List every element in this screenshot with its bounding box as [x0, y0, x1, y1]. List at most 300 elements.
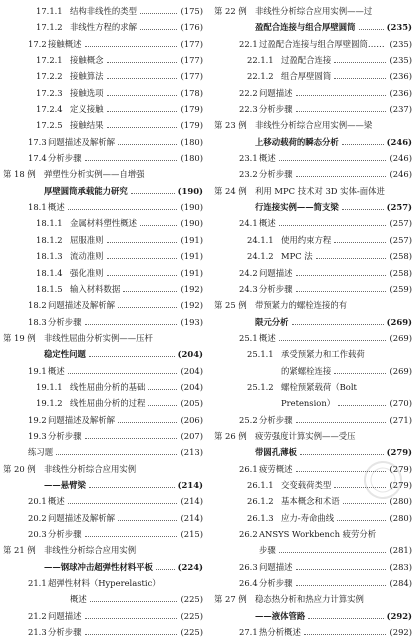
toc-entry — [0, 493, 203, 509]
toc-leader-dots — [107, 62, 177, 63]
toc-entry-title: 金属材料塑性概述 — [70, 218, 137, 229]
toc-entry-page: (258) — [389, 267, 412, 278]
toc-entry — [0, 428, 203, 444]
toc-leader-dots — [334, 373, 386, 374]
toc-entry — [0, 510, 203, 526]
toc-entry — [211, 117, 412, 133]
toc-entry-page: (225) — [180, 610, 203, 621]
toc-entry-number: 24.1.1 — [247, 234, 274, 245]
toc-entry-page: (269) — [389, 332, 412, 343]
toc-entry-title: 弹塑性分析实例——自增强 — [44, 169, 145, 180]
toc-entry-number: 26.3 — [239, 561, 258, 572]
toc-entry-number: 26.1.2 — [247, 496, 274, 507]
toc-entry-page: (177) — [180, 38, 203, 49]
toc-entry-page: (235) — [389, 38, 412, 49]
toc-entry — [211, 395, 412, 411]
toc-entry-title: 非线性分析综合应用实例——过 — [255, 6, 373, 16]
toc-entry-page: (204) — [180, 381, 203, 392]
toc-entry-number: 18.1.3 — [36, 251, 63, 262]
toc-entry-title: 概述 — [259, 332, 276, 343]
toc-leader-dots — [279, 160, 386, 161]
toc-entry — [0, 542, 203, 558]
toc-entry — [0, 559, 203, 575]
toc-entry-title: 问题描述 — [259, 87, 293, 98]
toc-entry-number: 26.1.3 — [247, 512, 274, 523]
toc-entry-page: (191) — [180, 234, 203, 245]
toc-entry-title: Pretension） — [281, 398, 336, 409]
toc-entry-page: (192) — [180, 300, 203, 311]
toc-entry-number: 17.1.2 — [36, 22, 63, 33]
toc-entry-title: 分析步骤 — [48, 529, 82, 539]
toc-entry-page: (190) — [177, 185, 203, 196]
toc-entry-title: 基本概念和术语 — [281, 496, 340, 507]
toc-entry-title: 问题描述 — [259, 561, 293, 572]
toc-entry-title: 组合厚壁圆筒 — [281, 71, 332, 82]
toc-leader-dots — [279, 552, 386, 553]
toc-entry-page: (235) — [389, 55, 412, 66]
toc-entry — [211, 526, 412, 542]
toc-entry-title: 概述 — [48, 202, 65, 213]
toc-entry-page: (269) — [389, 365, 412, 376]
toc-entry-number: 17.1.1 — [36, 6, 63, 16]
toc-leader-dots — [334, 62, 386, 63]
toc-entry-number: 20.1 — [28, 496, 47, 507]
toc-entry — [211, 346, 412, 362]
toc-entry — [0, 232, 203, 248]
toc-entry-page: (193) — [180, 316, 203, 327]
toc-entry-page: (246) — [386, 136, 412, 147]
toc-entry-number: 18.1.2 — [36, 234, 63, 245]
toc-leader-dots — [342, 209, 384, 210]
toc-entry — [0, 3, 203, 19]
toc-leader-dots — [308, 618, 384, 619]
toc-entry — [211, 281, 412, 297]
toc-entry — [0, 477, 203, 493]
toc-entry-number: 18.1 — [28, 202, 47, 213]
toc-entry-title: 盈配合连接与组合厚壁圆筒 — [255, 22, 356, 33]
toc-entry — [0, 444, 203, 460]
toc-entry-page: (191) — [180, 267, 203, 278]
toc-entry — [211, 166, 412, 182]
toc-entry-page: (246) — [389, 169, 412, 180]
toc-entry-page: (271) — [389, 414, 412, 425]
toc-entry-page: (292) — [386, 610, 412, 621]
toc-entry-title: 疲劳概述 — [259, 463, 293, 474]
toc-entry — [211, 36, 412, 52]
toc-entry-page: (257) — [389, 218, 412, 229]
toc-entry-page: (177) — [180, 55, 203, 66]
toc-entry-title: 概述 — [259, 153, 276, 164]
toc-entry-page: (179) — [180, 104, 203, 115]
toc-entry — [211, 591, 412, 607]
toc-entry — [211, 101, 412, 117]
toc-entry-page: (204) — [177, 349, 203, 360]
toc-entry — [0, 461, 203, 477]
toc-entry-number: 26.1.1 — [247, 479, 274, 490]
toc-entry-page: (192) — [180, 283, 203, 294]
toc-entry-title: 厚壁圆筒承载能力研究 — [44, 185, 128, 196]
toc-entry-number: 24.3 — [239, 283, 258, 294]
toc-entry — [211, 314, 412, 330]
toc-entry-title: 超弹性材料（Hyperelastic） — [48, 578, 161, 589]
toc-entry-title: 热分析概述 — [259, 627, 301, 638]
toc-entry-number: 19.3 — [28, 430, 47, 441]
toc-entry-number: 19.1.2 — [36, 398, 63, 409]
toc-entry-title: 分析步骤 — [48, 430, 82, 441]
toc-leader-dots — [90, 601, 177, 602]
toc-entry-page: (280) — [389, 512, 412, 523]
toc-entry — [0, 346, 203, 362]
toc-entry — [211, 19, 412, 35]
toc-leader-dots — [296, 422, 386, 423]
toc-entry — [211, 379, 412, 395]
toc-entry-title: 线性屈曲分析的基础 — [70, 381, 146, 392]
toc-entry-title: 分析步骤 — [259, 104, 293, 115]
toc-entry-number: 17.2 — [28, 38, 47, 49]
toc-entry — [0, 199, 203, 215]
toc-entry-page: (246) — [389, 153, 412, 164]
toc-entry-title: ——钢球冲击超弹性材料平板 — [44, 561, 153, 572]
toc-entry-title: 稳定性问题 — [44, 349, 86, 360]
toc-entry — [0, 85, 203, 101]
toc-entry-page: (205) — [180, 398, 203, 409]
toc-entry-title: 限元分析 — [255, 316, 289, 327]
toc-leader-dots — [85, 536, 177, 537]
toc-entry-number: 17.2.4 — [36, 104, 63, 115]
toc-entry-page: (175) — [180, 6, 203, 16]
toc-entry-title: 线性屈曲分析的过程 — [70, 398, 146, 409]
toc-entry-page: (191) — [180, 251, 203, 262]
toc-entry — [211, 608, 412, 624]
toc-entry — [211, 85, 412, 101]
toc-entry-title: 接触概念 — [70, 55, 104, 66]
toc-entry-page: (279) — [389, 463, 412, 474]
toc-entry-title: 步骤 — [259, 545, 276, 556]
toc-entry — [211, 542, 412, 558]
toc-entry — [211, 330, 412, 346]
toc-leader-dots — [296, 95, 386, 96]
toc-entry-title: 问题描述及解析解 — [48, 300, 115, 311]
toc-entry-title: 交变载荷类型 — [281, 479, 332, 490]
toc-entry-number: 第 18 例 — [3, 169, 36, 180]
toc-entry-title: 行连接实例——简支梁 — [255, 202, 339, 213]
toc-leader-dots — [156, 569, 175, 570]
toc-entry-title: 分析步骤 — [259, 578, 293, 589]
toc-entry-number: 22.1.1 — [247, 55, 274, 66]
toc-entry-title: ——悬臂梁 — [44, 479, 86, 490]
toc-entry-title: 接触概述 — [48, 38, 82, 49]
toc-entry-page: (215) — [180, 529, 203, 539]
toc-leader-dots — [337, 520, 386, 521]
toc-entry — [211, 199, 412, 215]
toc-entry — [0, 591, 203, 607]
toc-entry — [0, 150, 203, 166]
toc-entry-page: (236) — [389, 71, 412, 82]
toc-entry — [211, 68, 412, 84]
toc-entry-page: (279) — [389, 479, 412, 490]
toc-entry-number: 18.3 — [28, 316, 47, 327]
toc-entry-number: 第 24 例 — [214, 185, 247, 196]
toc-entry-number: 25.1 — [239, 332, 258, 343]
toc-entry — [211, 559, 412, 575]
toc-leader-dots — [148, 389, 177, 390]
toc-entry-title: 强化准则 — [70, 267, 104, 278]
toc-entry — [211, 183, 412, 199]
toc-entry-title: 上移动载荷的瞬态分析 — [255, 136, 339, 147]
toc-entry-number: 24.1 — [239, 218, 258, 229]
toc-entry-number: 24.1.2 — [247, 251, 274, 262]
toc-entry — [0, 526, 203, 542]
toc-entry-page: (178) — [180, 87, 203, 98]
toc-entry-number: 第 23 例 — [214, 120, 247, 131]
toc-entry-page: (177) — [180, 71, 203, 82]
toc-entry-title: 练习题 — [28, 447, 54, 458]
toc-entry-number: 25.1.1 — [247, 349, 274, 360]
toc-entry-page: (225) — [180, 594, 203, 605]
toc-entry-title: 问题描述及解析解 — [48, 136, 115, 147]
toc-entry-page: (269) — [386, 316, 412, 327]
toc-entry-number: 22.3 — [239, 104, 258, 115]
toc-entry-title: 利用 MPC 技术对 3D 实体-面体进 — [255, 185, 385, 196]
toc-leader-dots — [118, 520, 177, 521]
toc-entry-title: 应力-寿命曲线 — [281, 512, 335, 523]
toc-entry — [211, 52, 412, 68]
toc-entry-number: 24.2 — [239, 267, 258, 278]
toc-entry — [0, 608, 203, 624]
toc-entry-number: 23.1 — [239, 153, 258, 164]
toc-entry — [0, 395, 203, 411]
toc-leader-dots — [292, 324, 384, 325]
toc-entry-number: 26.2 — [239, 529, 258, 539]
toc-entry-title: 接触算法 — [70, 71, 104, 82]
toc-entry-page: (204) — [180, 365, 203, 376]
toc-entry-title: 概述 — [259, 218, 276, 229]
toc-leader-dots — [140, 225, 177, 226]
toc-entry-number: 第 20 例 — [3, 463, 36, 474]
toc-leader-dots — [296, 569, 386, 570]
toc-entry-page: (283) — [389, 561, 412, 572]
toc-entry-page: (257) — [386, 202, 412, 213]
toc-entry-title: 问题描述及解析解 — [48, 512, 115, 523]
toc-entry — [211, 248, 412, 264]
toc-entry-title: ——液体管路 — [255, 610, 306, 621]
toc-entry-title: 问题描述 — [48, 610, 82, 621]
toc-entry-title: 过盈配合连接与组合厚壁圆筒…… — [259, 38, 385, 49]
toc-leader-dots — [296, 275, 386, 276]
toc-leader-dots — [85, 634, 177, 635]
toc-entry-page: (190) — [180, 218, 203, 229]
toc-leader-dots — [123, 291, 177, 292]
toc-entry-title: 非线性分析综合应用实例 — [44, 463, 137, 474]
toc-entry-page: (214) — [180, 496, 203, 507]
toc-leader-dots — [342, 144, 384, 145]
toc-entry-page: (180) — [180, 153, 203, 164]
toc-entry-title: 螺栓预紧载荷（Bolt — [281, 381, 357, 392]
toc-leader-dots — [334, 242, 386, 243]
toc-entry — [211, 575, 412, 591]
toc-leader-dots — [131, 193, 175, 194]
toc-entry-title: 承受预紧力和工作载荷 — [281, 349, 365, 360]
toc-entry-page: (176) — [180, 22, 203, 33]
toc-entry-page: (206) — [180, 414, 203, 425]
toc-leader-dots — [338, 405, 386, 406]
toc-entry — [0, 248, 203, 264]
toc-entry-number: 18.1.5 — [36, 283, 63, 294]
toc-entry-number: 19.2 — [28, 414, 47, 425]
toc-leader-dots — [107, 275, 177, 276]
toc-leader-dots — [279, 340, 386, 341]
toc-entry — [0, 52, 203, 68]
toc-entry-page: (207) — [180, 430, 203, 441]
toc-entry-number: 17.3 — [28, 136, 47, 147]
toc-entry-title: 输入材料数据 — [70, 283, 121, 294]
toc-entry-title: 分析步骤 — [48, 627, 82, 638]
toc-entry — [0, 68, 203, 84]
toc-entry-page: (259) — [389, 283, 412, 294]
toc-entry-page: (237) — [389, 104, 412, 115]
toc-entry — [0, 117, 203, 133]
toc-entry-title: 接触结果 — [70, 120, 104, 131]
toc-leader-dots — [107, 242, 177, 243]
toc-entry — [0, 363, 203, 379]
toc-leader-dots — [107, 258, 177, 259]
toc-leader-dots — [118, 422, 177, 423]
toc-entry-title: 带预紧力的螺栓连接的有 — [255, 300, 348, 311]
toc-entry-title: 屈服准则 — [70, 234, 104, 245]
toc-entry-page: (190) — [180, 202, 203, 213]
toc-entry — [211, 150, 412, 166]
toc-leader-dots — [300, 454, 384, 455]
toc-entry — [211, 412, 412, 428]
toc-entry-number: 第 26 例 — [214, 430, 247, 441]
toc-entry-page: (180) — [180, 136, 203, 147]
toc-leader-dots — [68, 503, 177, 504]
toc-entry-title: 流动准则 — [70, 251, 104, 262]
toc-leader-dots — [107, 95, 177, 96]
toc-leader-dots — [118, 144, 177, 145]
toc-leader-dots — [107, 111, 177, 112]
toc-entry — [211, 510, 412, 526]
toc-entry-title: 问题描述及解析解 — [48, 414, 115, 425]
toc-leader-dots — [68, 209, 177, 210]
toc-leader-dots — [89, 356, 175, 357]
toc-entry-page: (213) — [180, 447, 203, 458]
toc-leader-dots — [316, 258, 386, 259]
toc-entry-title: 概述 — [48, 365, 65, 376]
toc-entry-number: 18.1.1 — [36, 218, 63, 229]
toc-entry-title: 分析步骤 — [259, 414, 293, 425]
toc-leader-dots — [85, 46, 177, 47]
toc-entry-number: 17.2.5 — [36, 120, 63, 131]
toc-entry — [211, 3, 412, 19]
toc-entry-number: 22.2 — [239, 87, 258, 98]
toc-leader-dots — [148, 405, 177, 406]
toc-entry-number: 19.1 — [28, 365, 47, 376]
toc-entry-title: 过盈配合连接 — [281, 55, 332, 66]
toc-entry — [211, 215, 412, 231]
toc-leader-dots — [140, 29, 177, 30]
toc-entry — [0, 412, 203, 428]
toc-entry — [211, 232, 412, 248]
toc-leader-dots — [56, 454, 177, 455]
toc-leader-dots — [304, 634, 386, 635]
toc-leader-dots — [334, 78, 386, 79]
toc-entry-page: (224) — [177, 561, 203, 572]
toc-entry-number: 22.1 — [239, 38, 258, 49]
toc-leader-dots — [359, 29, 384, 30]
toc-entry-number: 17.4 — [28, 153, 47, 164]
toc-entry-page: (280) — [389, 496, 412, 507]
toc-entry-page: (279) — [386, 447, 412, 458]
toc-entry — [0, 101, 203, 117]
toc-entry — [0, 575, 203, 591]
toc-entry-page: (214) — [180, 512, 203, 523]
toc-entry-number: 第 19 例 — [3, 332, 36, 343]
toc-entry-page: (257) — [389, 234, 412, 245]
toc-entry-page: (236) — [389, 87, 412, 98]
toc-leader-dots — [85, 160, 177, 161]
toc-entry-number: 19.1.1 — [36, 381, 63, 392]
toc-entry-number: 26.1 — [239, 463, 258, 474]
toc-entry-number: 22.1.2 — [247, 71, 274, 82]
toc-leader-dots — [85, 438, 177, 439]
toc-entry-title: 分析步骤 — [48, 316, 82, 327]
toc-entry-number: 26.4 — [239, 578, 258, 589]
toc-entry-title: 接触选项 — [70, 87, 104, 98]
toc-entry — [0, 183, 203, 199]
toc-entry-number: 17.2.3 — [36, 87, 63, 98]
toc-entry — [0, 265, 203, 281]
toc-entry-title: 分析步骤 — [48, 153, 82, 164]
toc-entry-title: 概述 — [48, 496, 65, 507]
toc-entry-title: 使用约束方程 — [281, 234, 332, 245]
toc-entry-number: 21.2 — [28, 610, 47, 621]
toc-entry — [0, 330, 203, 346]
toc-entry-title: 结构非线性的类型 — [70, 6, 137, 16]
toc-leader-dots — [279, 225, 386, 226]
toc-leader-dots — [140, 13, 177, 14]
toc-entry — [211, 363, 412, 379]
toc-entry-page: (235) — [386, 22, 412, 33]
toc-entry-page: (270) — [389, 398, 412, 409]
toc-leader-dots — [89, 487, 175, 488]
toc-entry-number: 20.2 — [28, 512, 47, 523]
toc-entry-number: 第 27 例 — [214, 594, 247, 605]
toc-entry — [211, 624, 412, 640]
toc-entry-number: 第 25 例 — [214, 300, 247, 311]
toc-entry-page: (292) — [389, 627, 412, 638]
toc-entry-title: 问题描述 — [259, 267, 293, 278]
toc-entry-page: (179) — [180, 120, 203, 131]
toc-entry-number: 第 21 例 — [3, 545, 36, 556]
toc-leader-dots — [107, 78, 177, 79]
toc-leader-dots — [296, 291, 386, 292]
toc-entry-page: (281) — [389, 545, 412, 556]
toc-entry-title: 非线性分析综合应用实例——梁 — [255, 120, 373, 131]
toc-entry — [0, 134, 203, 150]
toc-entry-number: 25.2 — [239, 414, 258, 425]
toc-leader-dots — [296, 111, 386, 112]
toc-entry-page: (214) — [177, 479, 203, 490]
toc-entry-title: 分析步骤 — [259, 169, 293, 180]
toc-entry-number: 20.3 — [28, 529, 47, 539]
toc-entry-number: 21.3 — [28, 627, 47, 638]
toc-entry-title: 的紧螺栓连接 — [281, 365, 332, 376]
toc-entry — [211, 428, 412, 444]
toc-leader-dots — [68, 373, 177, 374]
toc-entry-number: 23.2 — [239, 169, 258, 180]
toc-entry — [0, 297, 203, 313]
